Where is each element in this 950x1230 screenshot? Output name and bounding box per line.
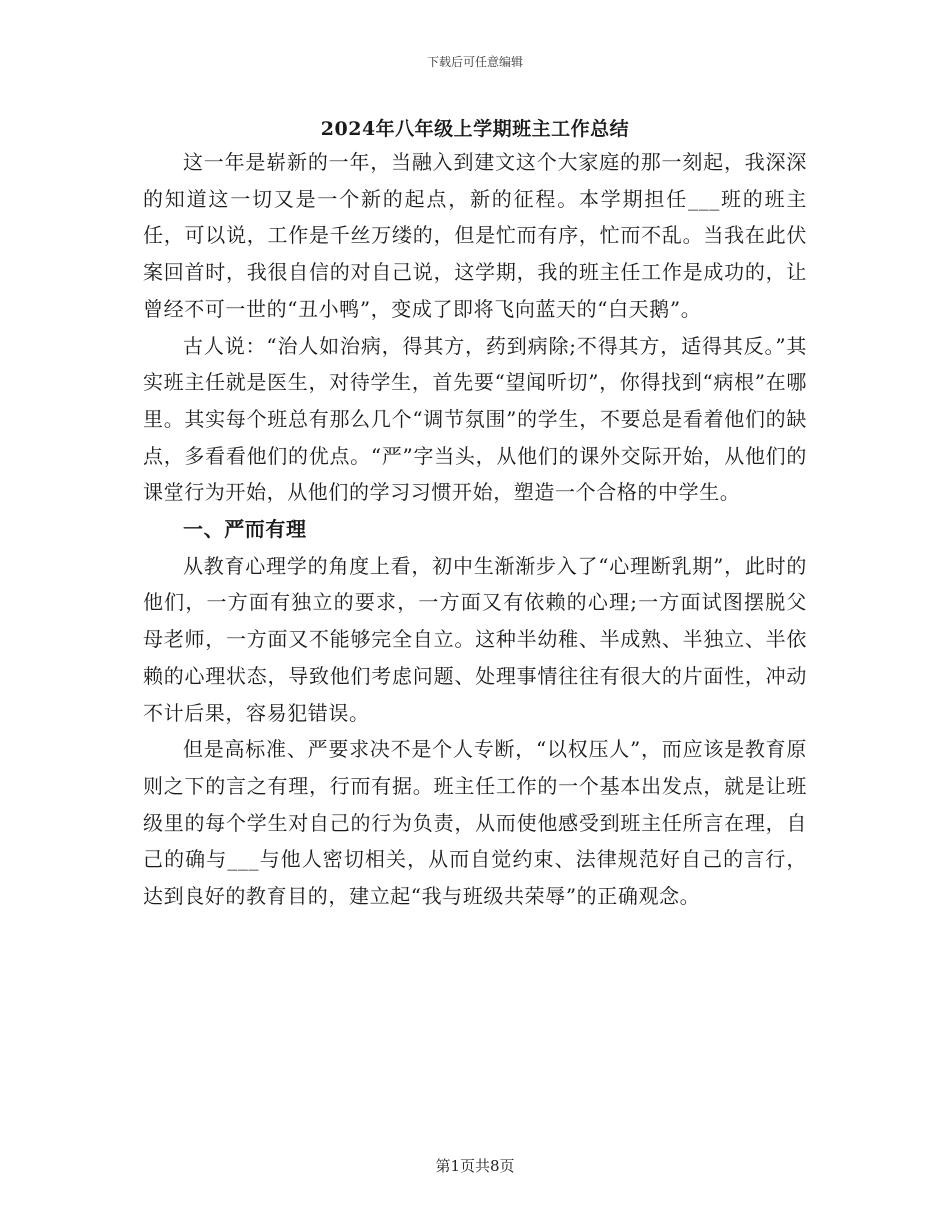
body-paragraph: 但是高标准、严要求决不是个人专断，“以权压人”，而应该是教育原则之下的言之有理，行而有据。班主任工作的一个基本出发点，就是让班级里的每个学生对自己的行为负责，从而使他感受到班主任所言在理，自己的确与___与他人密切相关，从而自觉约束、法律规范好自己的言行，达到良好的教育目的，建立起“我与班级共荣辱”的正确观念。 — [143, 737, 807, 909]
document-title: 2024年八年级上学期班主工作总结 — [320, 118, 630, 140]
page-number: 第1页共8页 — [435, 1157, 515, 1175]
body-paragraph: 这一年是崭新的一年，当融入到建文这个大家庭的那一刻起，我深深的知道这一切又是一个新的起点，新的征程。本学期担任___班的班主任，可以说，工作是千丝万缕的，但是忙而有序，忙而不乱。当我在此伏案回首时，我很自信的对自己说，这学期，我的班主任工作是成功的，让曾经不可一世的“丑小鸭”，变成了即将飞向蓝天的“白天鹅”。 — [143, 150, 807, 321]
document-body — [143, 144, 807, 915]
section-heading: 一、严而有理 — [183, 517, 307, 542]
body-paragraph: 古人说：“治人如治病，得其方，药到病除;不得其方，适得其反。”其实班主任就是医生，对待学生，首先要“望闻听切”，你得找到“病根”在哪里。其实每个班总有那么几个“调节氛围”的学生，不要总是看着他们的缺点，多看看他们的优点。“严”字当头，从他们的课外交际开始，从他们的课堂行为开始，从他们的学习习惯开始，塑造一个合格的中学生。 — [143, 333, 807, 505]
page-header-note: 下载后可任意编辑 — [426, 55, 523, 69]
body-paragraph: 从教育心理学的角度上看，初中生渐渐步入了“心理断乳期”，此时的他们，一方面有独立的要求，一方面又有依赖的心理;一方面试图摆脱父母老师，一方面又不能够完全自立。这种半幼稚、半成熟、半独立、半依赖的心理状态，导致他们考虑问题、处理事情往往有很大的片面性，冲动不计后果，容易犯错误。 — [143, 553, 807, 725]
